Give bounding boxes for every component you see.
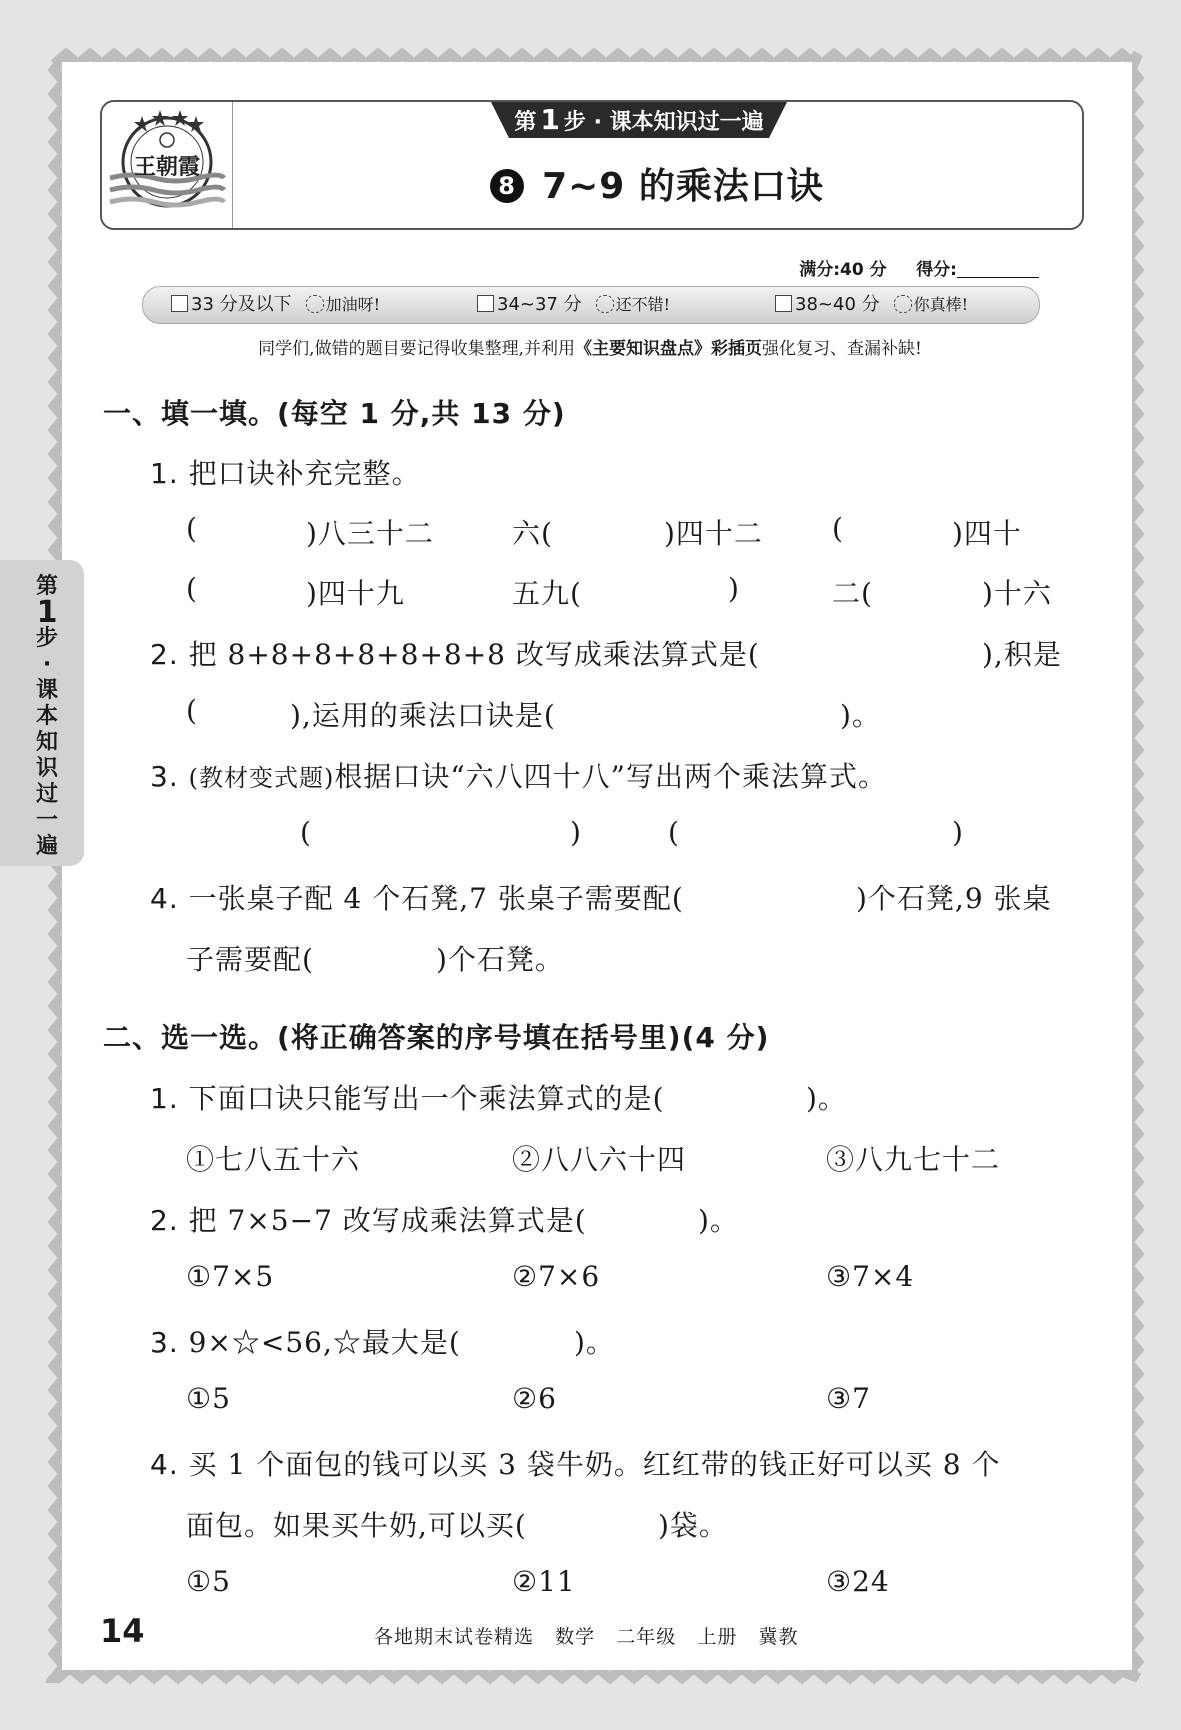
blank-text: )八三十二 — [306, 517, 434, 550]
blank-text: )四十二 — [664, 517, 763, 550]
section-title: 二、选一选。(将正确答案的序号填在括号里)(4 分) — [103, 1021, 770, 1054]
question-text: 3. 9×☆<56,☆最大是( — [150, 1326, 461, 1359]
question-text: 3. (教材变式题)根据口诀“六八四十八”写出两个乘法算式。 — [150, 760, 887, 793]
blank-text: ( — [300, 816, 312, 849]
question-text: )。 — [698, 1204, 739, 1237]
rating-option[interactable]: 33 分及以下 加油呀! — [171, 287, 380, 323]
question-tag: (教材变式题) — [188, 764, 335, 792]
smile-icon — [894, 295, 912, 313]
question-text: )个石凳,9 张桌 — [856, 882, 1052, 915]
footer-text: 各地期末试卷精选 数学 二年级 上册 冀教 — [374, 1626, 799, 1648]
question-text: )袋。 — [658, 1509, 728, 1542]
blank-text: )四十 — [952, 517, 1022, 550]
tip-text: 同学们,做错的题目要记得收集整理,并利用《主要知识盘点》彩插页强化复习、查漏补缺! — [258, 339, 922, 359]
question-text: 2. 把 7×5−7 改写成乘法算式是( — [150, 1204, 587, 1237]
question-text: 面包。如果买牛奶,可以买( — [186, 1509, 527, 1542]
option[interactable]: ①5 — [186, 1382, 231, 1415]
logo-text: 王朝霞 — [133, 154, 201, 180]
option[interactable]: ③7 — [826, 1382, 871, 1415]
blank-text: ( — [186, 694, 198, 727]
blank-text: ( — [668, 816, 680, 849]
question-text: ),运用的乘法口诀是( — [290, 699, 556, 732]
rating-option[interactable]: 38~40 分 你真棒! — [775, 287, 968, 323]
question-text: 子需要配( — [186, 943, 314, 976]
blank-text: 六( — [512, 517, 553, 550]
step-banner — [491, 102, 787, 138]
option[interactable]: ②八八六十四 — [512, 1143, 687, 1176]
option[interactable]: ③24 — [826, 1565, 890, 1598]
page-number: 14 — [100, 1612, 145, 1650]
blank-text: ) — [952, 816, 964, 849]
question-text: 1. 把口诀补充完整。 — [150, 457, 421, 490]
score-blank[interactable] — [957, 261, 1039, 278]
question-text: )。 — [574, 1326, 615, 1359]
option[interactable]: ①5 — [186, 1565, 231, 1598]
option[interactable]: ③八九七十二 — [826, 1143, 1001, 1176]
blank-text: ) — [728, 572, 740, 605]
smile-icon — [596, 295, 614, 313]
full-score: 满分:40 分 — [799, 260, 887, 280]
blank-text: ( — [186, 512, 198, 545]
question-text: ),积是 — [982, 638, 1062, 671]
smile-icon — [306, 295, 324, 313]
lesson-title: 8 7~9 的乘法口诀 — [232, 158, 1082, 209]
option[interactable]: ②7×6 — [512, 1260, 601, 1293]
question-text: )个石凳。 — [436, 943, 564, 976]
question-text: 4. 一张桌子配 4 个石凳,7 张桌子需要配( — [150, 882, 684, 915]
blank-text: )十六 — [982, 577, 1052, 610]
question-text: 1. 下面口诀只能写出一个乘法算式的是( — [150, 1082, 665, 1115]
got-score-label: 得分: — [916, 260, 957, 280]
question-text: )。 — [806, 1082, 847, 1115]
option[interactable]: ①七八五十六 — [186, 1143, 361, 1176]
question-text: 4. 买 1 个面包的钱可以买 3 袋牛奶。红红带的钱正好可以买 8 个 — [150, 1448, 1001, 1481]
logo — [102, 102, 233, 228]
question-text: 2. 把 8+8+8+8+8+8+8 改写成乘法算式是( — [150, 638, 760, 671]
blank-text: 二( — [832, 577, 873, 610]
checkbox[interactable] — [171, 295, 188, 312]
blank-text: ( — [186, 572, 198, 605]
step-label: 第 1 步 · 课本知识过一遍 — [514, 103, 764, 136]
option[interactable]: ③7×4 — [826, 1260, 915, 1293]
section-title: 一、填一填。(每空 1 分,共 13 分) — [103, 397, 566, 430]
blank-text: )。 — [840, 699, 881, 732]
blank-text: )四十九 — [306, 577, 405, 610]
option[interactable]: ②11 — [512, 1565, 576, 1598]
checkbox[interactable] — [775, 295, 792, 312]
rating-bar — [142, 286, 1040, 324]
score-line — [799, 255, 1039, 280]
lesson-header — [100, 100, 1084, 230]
lesson-number: 8 — [490, 169, 524, 203]
side-tab-label: 第 1 步 · 课 本 知 识 过 一 遍 — [35, 574, 58, 859]
checkbox[interactable] — [477, 295, 494, 312]
rating-option[interactable]: 34~37 分 还不错! — [477, 287, 670, 323]
blank-text: 五九( — [512, 577, 582, 610]
option[interactable]: ①7×5 — [186, 1260, 275, 1293]
option[interactable]: ②6 — [512, 1382, 557, 1415]
blank-text: ) — [570, 816, 582, 849]
blank-text: ( — [832, 512, 844, 545]
